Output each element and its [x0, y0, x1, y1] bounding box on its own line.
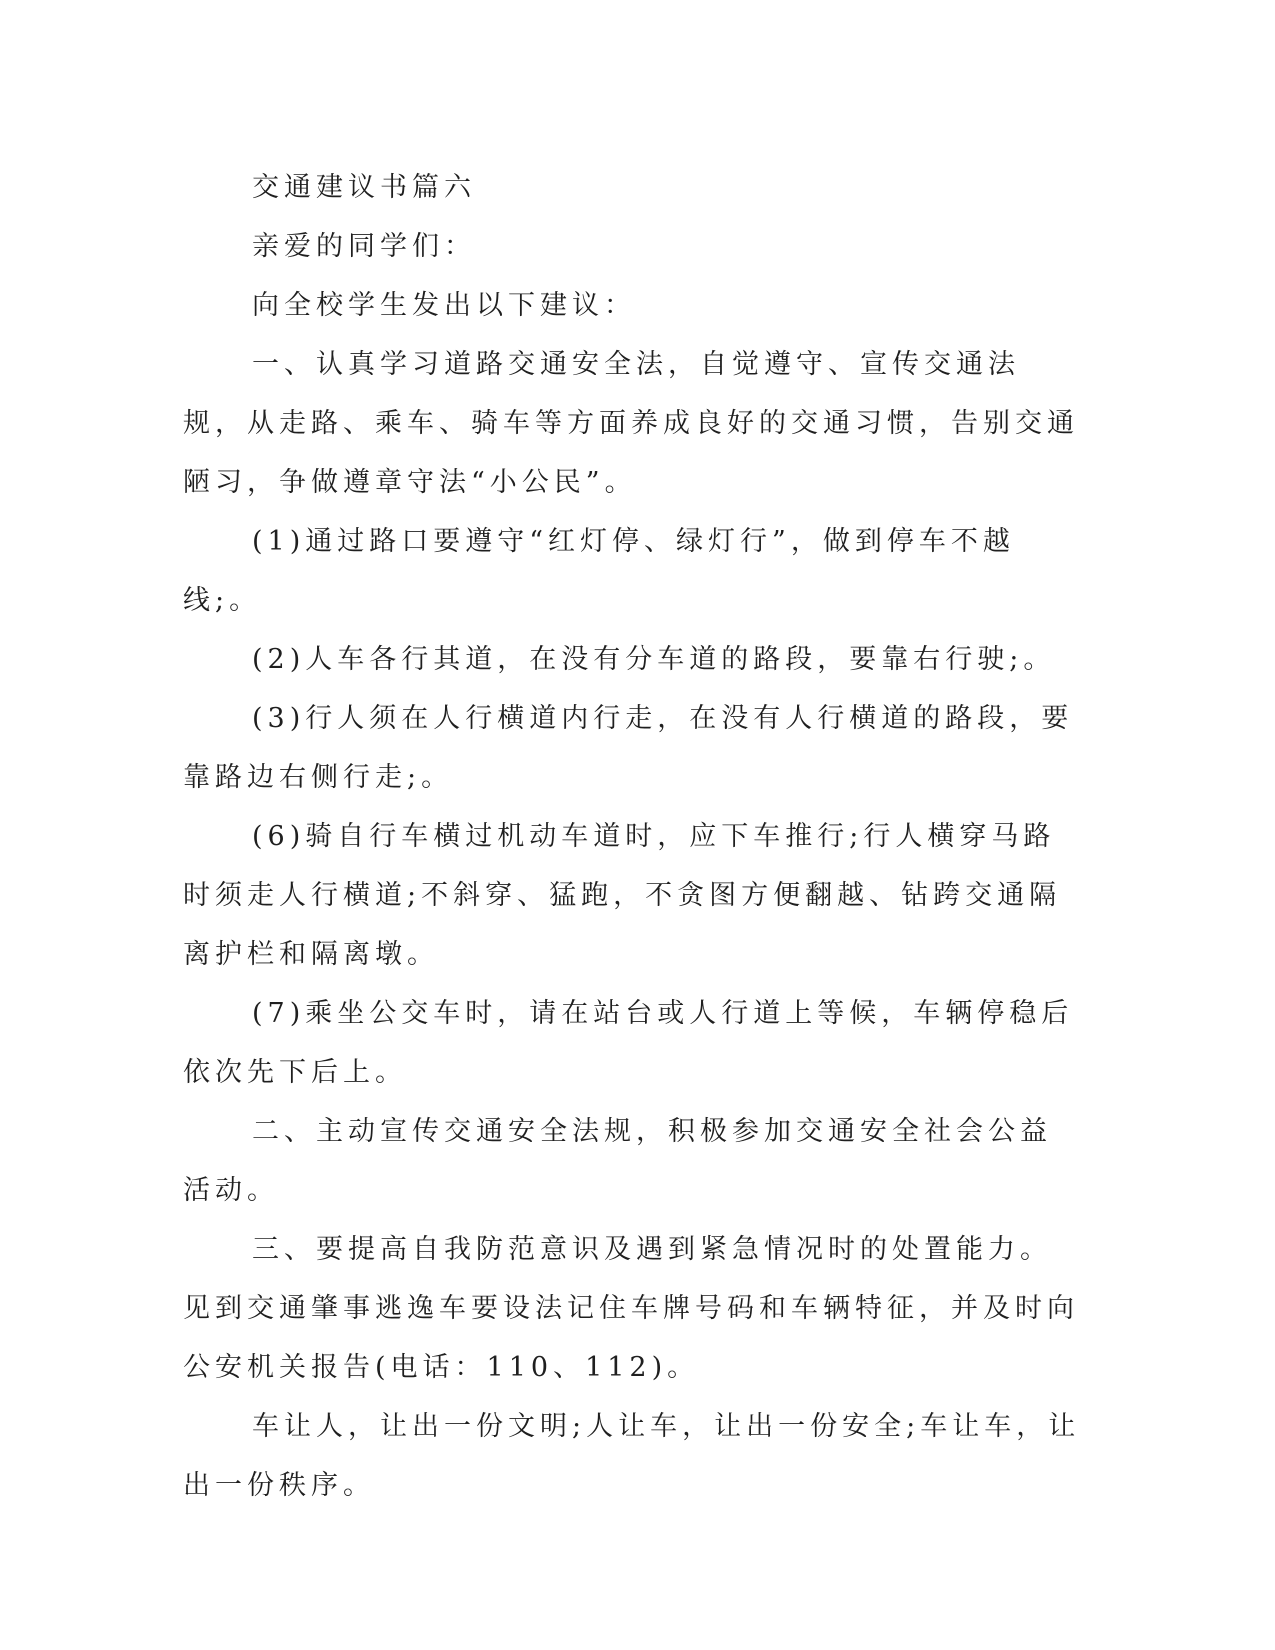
intro-paragraph: 向全校学生发出以下建议： — [252, 290, 636, 321]
item-6: (6)骑自行车横过机动车道时，应下车推行;行人横穿马路时须走人行横道;不斜穿、猛跑，不贪图方便翻越、钻跨交通隔离护栏和隔离墩。 — [183, 821, 1062, 970]
greeting: 亲爱的同学们： — [252, 231, 476, 262]
suggestion-three: 三、要提高自我防范意识及遇到紧急情况时的处置能力。见到交通肇事逃逸车要设法记住车牌号码和车辆特征，并及时向公安机关报告(电话：110、112)。 — [183, 1234, 1079, 1383]
item-1: (1)通过路口要遵守“红灯停、绿灯行”，做到停车不越线;。 — [183, 526, 1015, 616]
document-body — [183, 158, 1083, 1515]
suggestion-two: 二、主动宣传交通安全法规，积极参加交通安全社会公益活动。 — [183, 1116, 1052, 1206]
closing-paragraph: 车让人，让出一份文明;人让车，让出一份安全;车让车，让出一份秩序。 — [183, 1411, 1081, 1501]
item-2: (2)人车各行其道，在没有分车道的路段，要靠右行驶;。 — [252, 644, 1056, 675]
item-7: (7)乘坐公交车时，请在站台或人行道上等候，车辆停稳后依次先下后上。 — [183, 998, 1074, 1088]
document-title: 交通建议书篇六 — [252, 172, 476, 203]
suggestion-one: 一、认真学习道路交通安全法，自觉遵守、宣传交通法规，从走路、乘车、骑车等方面养成良好的交通习惯，告别交通陋习，争做遵章守法“小公民”。 — [183, 349, 1079, 498]
item-3: (3)行人须在人行横道内行走，在没有人行横道的路段，要靠路边右侧行走;。 — [183, 703, 1074, 793]
